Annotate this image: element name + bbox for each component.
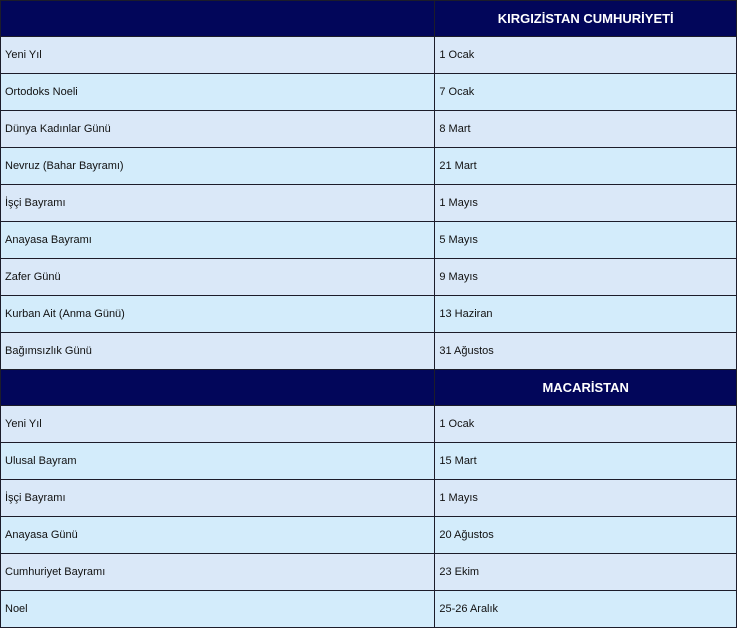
holiday-date: 5 Mayıs bbox=[435, 222, 737, 259]
holiday-name: İşçi Bayramı bbox=[1, 185, 435, 222]
table-row bbox=[1, 333, 737, 370]
table-row bbox=[1, 185, 737, 222]
holiday-name: Dünya Kadınlar Günü bbox=[1, 111, 435, 148]
holiday-name: Nevruz (Bahar Bayramı) bbox=[1, 148, 435, 185]
section-header-right-cell bbox=[435, 1, 737, 37]
holiday-date: 7 Ocak bbox=[435, 74, 737, 111]
section-title: MACARİSTAN bbox=[542, 380, 629, 395]
section-title: KIRGIZİSTAN CUMHURİYETİ bbox=[497, 11, 674, 26]
holiday-date: 1 Mayıs bbox=[435, 480, 737, 517]
holiday-name: İşçi Bayramı bbox=[1, 480, 435, 517]
table-row bbox=[1, 517, 737, 554]
holiday-name: Bağımsızlık Günü bbox=[1, 333, 435, 370]
table-row bbox=[1, 259, 737, 296]
holiday-date: 15 Mart bbox=[435, 443, 737, 480]
table-row bbox=[1, 74, 737, 111]
table-row bbox=[1, 296, 737, 333]
holiday-name: Kurban Ait (Anma Günü) bbox=[1, 296, 435, 333]
holiday-date: 21 Mart bbox=[435, 148, 737, 185]
table-row bbox=[1, 406, 737, 443]
holiday-date: 1 Ocak bbox=[435, 406, 737, 443]
holiday-date: 9 Mayıs bbox=[435, 259, 737, 296]
table-row bbox=[1, 148, 737, 185]
holiday-name: Anayasa Günü bbox=[1, 517, 435, 554]
holiday-date: 1 Ocak bbox=[435, 37, 737, 74]
holiday-name: Anayasa Bayramı bbox=[1, 222, 435, 259]
holiday-date: 1 Mayıs bbox=[435, 185, 737, 222]
table-row bbox=[1, 554, 737, 591]
holiday-date: 31 Ağustos bbox=[435, 333, 737, 370]
holiday-date: 13 Haziran bbox=[435, 296, 737, 333]
table-row bbox=[1, 111, 737, 148]
holiday-date: 8 Mart bbox=[435, 111, 737, 148]
holiday-name: Yeni Yıl bbox=[1, 37, 435, 74]
holiday-date: 25-26 Aralık bbox=[435, 591, 737, 628]
holiday-date: 23 Ekim bbox=[435, 554, 737, 591]
section-header-hungary bbox=[1, 370, 737, 406]
holiday-date: 20 Ağustos bbox=[435, 517, 737, 554]
holiday-name: Ulusal Bayram bbox=[1, 443, 435, 480]
section-header-left-cell bbox=[1, 1, 435, 37]
holiday-name: Ortodoks Noeli bbox=[1, 74, 435, 111]
section-header-left-cell bbox=[1, 370, 435, 406]
holiday-name: Zafer Günü bbox=[1, 259, 435, 296]
section-header-kyrgyzstan bbox=[1, 1, 737, 37]
table-row bbox=[1, 591, 737, 628]
holiday-name: Noel bbox=[1, 591, 435, 628]
table-row bbox=[1, 222, 737, 259]
table-row bbox=[1, 480, 737, 517]
table-row bbox=[1, 443, 737, 480]
table-row bbox=[1, 37, 737, 74]
holiday-name: Cumhuriyet Bayramı bbox=[1, 554, 435, 591]
holiday-name: Yeni Yıl bbox=[1, 406, 435, 443]
section-header-right-cell bbox=[435, 370, 737, 406]
